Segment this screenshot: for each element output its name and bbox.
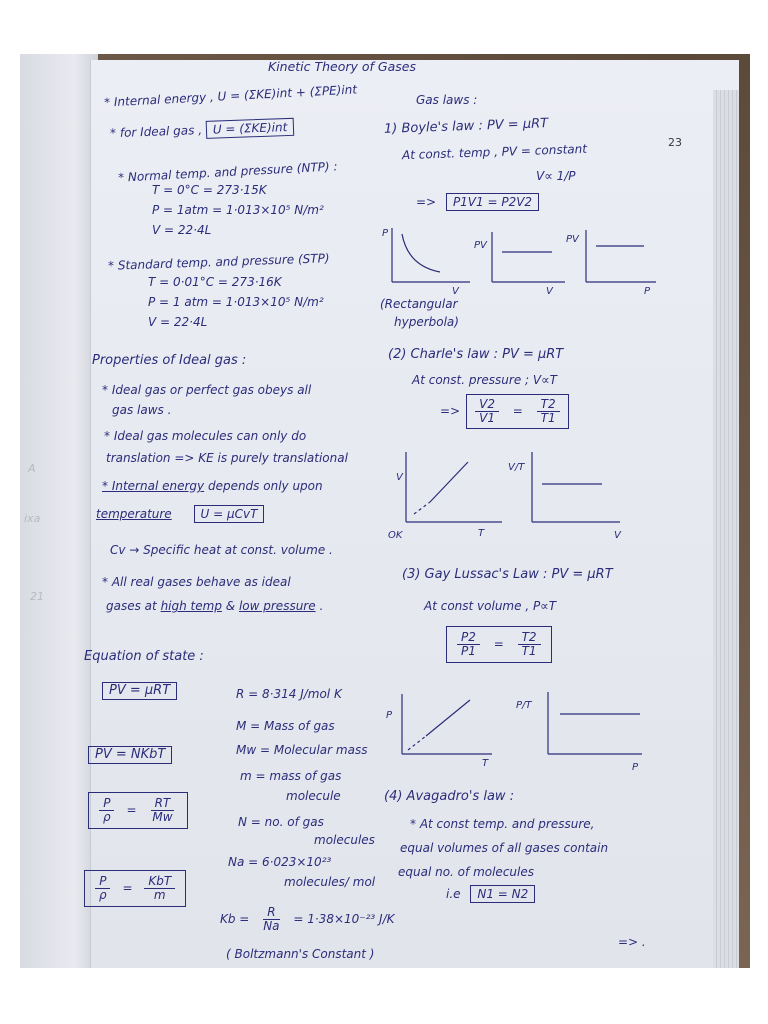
eos-formula-2: PV = NKbT xyxy=(88,746,172,764)
real-gas-1: * All real gases behave as ideal xyxy=(102,575,291,589)
denominator: m xyxy=(153,888,166,903)
stp-heading: * Standard temp. and pressure (STP) xyxy=(107,251,330,273)
stp-temperature: T = 0·01°C = 273·16K xyxy=(148,275,282,289)
boyle-graph1-y-label: P xyxy=(382,228,389,239)
gay-lussac-formula-box xyxy=(446,626,552,663)
avogadro-heading: (4) Avagadro's law : xyxy=(384,789,515,804)
kb-lhs: Kb = xyxy=(220,912,250,927)
eos-formula-3 xyxy=(88,792,188,829)
na-value-2: molecules/ mol xyxy=(284,875,376,889)
boyle-proportionality: V∝ 1/P xyxy=(536,169,576,183)
avogadro-line-3: equal no. of molecules xyxy=(398,865,534,879)
ntp-heading: * Normal temp. and pressure (NTP) : xyxy=(117,159,338,185)
period: . xyxy=(319,599,324,613)
boyle-graph1-x-label: V xyxy=(452,286,459,297)
charles-formula-box xyxy=(466,394,569,429)
implies-arrow: => xyxy=(440,404,461,419)
gay-graph1-y-label: P xyxy=(386,710,393,721)
temperature-underlined: temperature xyxy=(96,507,172,521)
m-small-definition-2: molecule xyxy=(286,789,341,803)
stp-volume: V = 22·4L xyxy=(148,315,208,329)
page-number: 23 xyxy=(668,136,682,149)
internal-energy-line: * Internal energy , U = (ΣKE)int + (ΣPE)int xyxy=(103,82,358,110)
fraction-t2-t1 xyxy=(537,398,560,425)
charles-graph1-x-label: T xyxy=(478,528,485,539)
numerator: V2 xyxy=(475,398,499,412)
internal-energy-formula-box: U = μCvT xyxy=(194,505,265,523)
charles-statement xyxy=(440,394,569,429)
kb-formula xyxy=(220,906,395,933)
left-notebook-page xyxy=(20,54,98,968)
r-value: R = 8·314 J/mol K xyxy=(236,687,342,701)
property-2b: translation => KE is purely translational xyxy=(106,451,348,465)
charles-graph1-y-label: V xyxy=(396,472,403,483)
gay-lussac-graphs xyxy=(380,688,660,778)
m-small-definition-1: m = mass of gas xyxy=(240,769,342,783)
fraction-kbt-m xyxy=(144,875,175,902)
equation-of-state-heading: Equation of state : xyxy=(84,649,204,664)
boyle-condition: At const. temp , PV = constant xyxy=(401,141,588,163)
mw-definition: Mw = Molecular mass xyxy=(236,743,368,757)
bleed-through-mark: ixa xyxy=(24,512,41,525)
fraction-v2-v1 xyxy=(475,398,499,425)
na-value-1: Na = 6·023×10²³ xyxy=(228,855,332,869)
equals: = xyxy=(122,881,133,896)
denominator: T1 xyxy=(521,644,537,659)
real-gas-2 xyxy=(106,600,323,613)
boyle-hyperbola-curve xyxy=(402,234,440,272)
kb-rhs: = 1·38×10⁻²³ J/K xyxy=(293,912,395,927)
numerator: KbT xyxy=(144,875,175,889)
gay-lussac-condition: At const volume , P∝T xyxy=(424,599,557,613)
high-temp-underlined: high temp xyxy=(160,599,222,613)
denominator: T1 xyxy=(540,411,556,426)
n-definition-1: N = no. of gas xyxy=(238,815,324,829)
gay-graph2-y-label: P/T xyxy=(516,700,532,711)
boyle-graph2-y-label: PV xyxy=(474,240,487,251)
page-title: Kinetic Theory of Gases xyxy=(268,59,416,74)
denominator: ρ xyxy=(103,810,111,825)
denominator: Mw xyxy=(152,810,173,825)
numerator: P xyxy=(99,797,114,811)
numerator: R xyxy=(263,906,279,920)
charles-graph2-x-label: V xyxy=(614,530,621,541)
avogadro-formula-box: N1 = N2 xyxy=(470,885,535,903)
equals: = xyxy=(512,404,523,419)
property-3b xyxy=(96,508,264,521)
fraction-p2-p1 xyxy=(457,631,480,658)
ntp-volume: V = 22·4L xyxy=(152,223,212,237)
eos-formula-4 xyxy=(84,870,186,907)
property-1b: gas laws . xyxy=(112,403,172,417)
boyle-heading: 1) Boyle's law : PV = μRT xyxy=(383,116,549,137)
gay-graph1-x-label: T xyxy=(482,758,489,769)
property-3a xyxy=(102,480,323,493)
ntp-temperature: T = 0°C = 273·15K xyxy=(152,183,267,197)
charles-graph1-dashed xyxy=(414,502,430,514)
equals: = xyxy=(493,637,504,652)
bleed-through-mark: A xyxy=(28,462,36,475)
boyle-graphs xyxy=(380,226,660,296)
rectangular-hyperbola-2: hyperbola) xyxy=(394,315,459,329)
eos-formula-1: PV = μRT xyxy=(102,682,177,700)
bleed-through-mark: 21 xyxy=(30,590,44,603)
avogadro-line-1: * At const temp. and pressure, xyxy=(410,817,595,831)
property-1a: * Ideal gas or perfect gas obeys all xyxy=(102,383,312,397)
charles-graphs xyxy=(384,448,644,544)
n-definition-2: molecules xyxy=(314,833,375,847)
m-definition: M = Mass of gas xyxy=(236,719,335,733)
boyle-formula-box: P1V1 = P2V2 xyxy=(446,193,539,211)
properties-heading: Properties of Ideal gas : xyxy=(92,353,247,368)
ntp-pressure: P = 1atm = 1·013×10⁵ N/m² xyxy=(152,203,324,217)
low-pressure-underlined: low pressure xyxy=(238,599,316,613)
gay-graph2-x-label: P xyxy=(632,762,639,773)
equals: = xyxy=(126,803,137,818)
avogadro-statement xyxy=(446,888,535,901)
fraction-p-rho xyxy=(99,797,115,824)
gas-laws-heading: Gas laws : xyxy=(416,93,478,107)
boyle-graph3-y-label: PV xyxy=(566,234,579,245)
boyle-statement xyxy=(416,196,539,209)
denominator: ρ xyxy=(99,888,107,903)
charles-graph1-origin-label: OK xyxy=(388,530,403,541)
avogadro-line-2: equal volumes of all gases contain xyxy=(400,841,609,855)
charles-graph2-y-label: V/T xyxy=(508,462,525,473)
fraction-rt-mw xyxy=(148,797,176,824)
ie-label: i.e xyxy=(446,887,461,901)
continue-arrow: => . xyxy=(618,935,646,949)
stp-pressure: P = 1 atm = 1·013×10⁵ N/m² xyxy=(148,295,324,309)
numerator: T2 xyxy=(537,398,560,412)
internal-energy-underlined: * Internal energy xyxy=(102,479,205,493)
fraction-p-rho xyxy=(95,875,111,902)
boyle-graph2-x-label: V xyxy=(546,286,553,297)
gay-graph1-dashed xyxy=(408,736,426,750)
fraction-r-na xyxy=(259,906,283,933)
implies-arrow: => xyxy=(416,195,437,209)
property-3a-rest: depends only upon xyxy=(207,479,323,493)
ideal-gas-box: U = (ΣKE)int xyxy=(206,118,295,139)
charles-condition: At const. pressure ; V∝T xyxy=(412,373,558,387)
charles-graph1-line xyxy=(430,462,468,502)
numerator: T2 xyxy=(518,631,541,645)
charles-heading: (2) Charle's law : PV = μRT xyxy=(388,347,564,362)
boltzmann-constant-note: ( Boltzmann's Constant ) xyxy=(226,947,375,961)
property-2a: * Ideal gas molecules can only do xyxy=(104,429,307,443)
denominator: Na xyxy=(263,919,280,934)
fraction-t2-t1 xyxy=(518,631,541,658)
real-gas-2a: gases at xyxy=(106,599,157,613)
page-edges xyxy=(713,90,739,968)
numerator: P2 xyxy=(457,631,480,645)
cv-definition: Cv → Specific heat at const. volume . xyxy=(110,543,333,557)
numerator: P xyxy=(95,875,110,889)
ampersand: & xyxy=(225,599,236,613)
rectangular-hyperbola-1: (Rectangular xyxy=(380,297,458,311)
numerator: RT xyxy=(151,797,175,811)
gay-lussac-heading: (3) Gay Lussac's Law : PV = μRT xyxy=(402,567,613,582)
denominator: P1 xyxy=(461,644,476,659)
gay-graph1-line xyxy=(426,700,470,736)
ideal-gas-prefix: * for Ideal gas , xyxy=(109,123,203,141)
denominator: V1 xyxy=(479,411,495,426)
boyle-graph3-x-label: P xyxy=(644,286,651,297)
